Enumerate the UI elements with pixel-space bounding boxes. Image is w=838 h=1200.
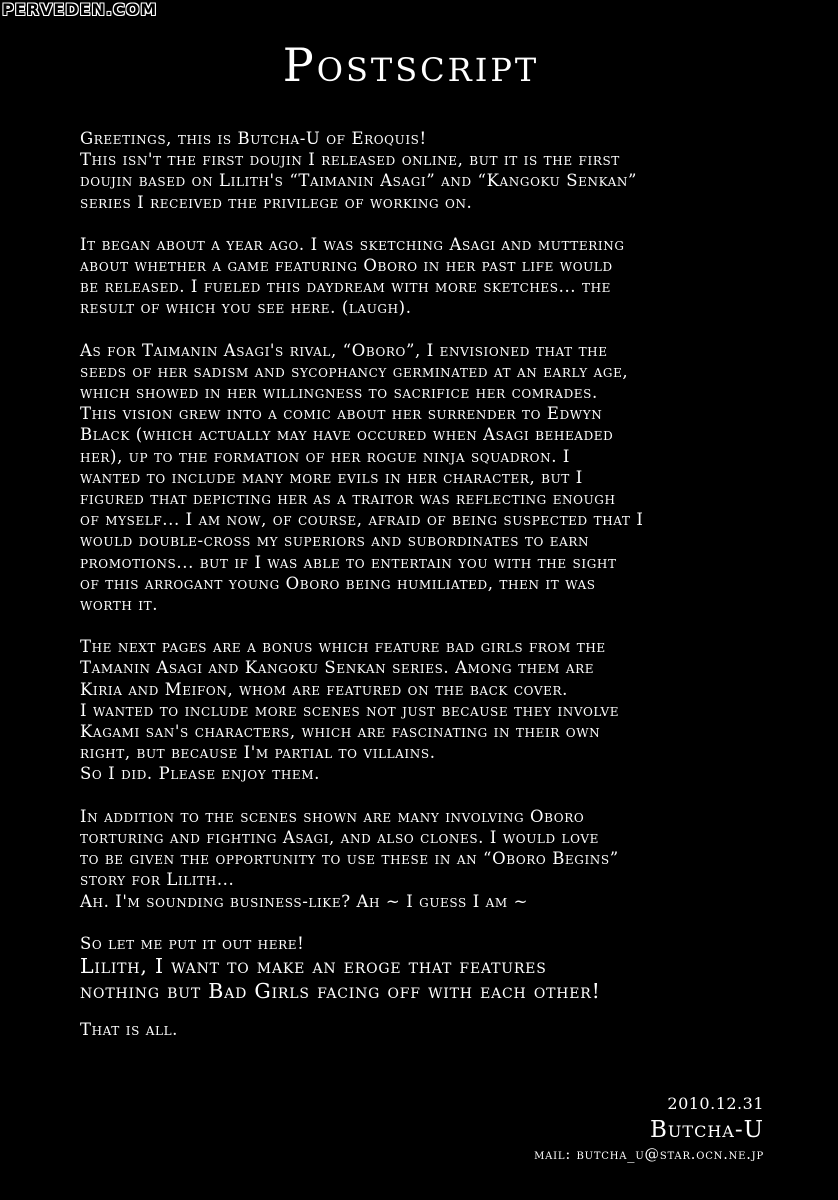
text-line: right, but because I'm partial to villains.	[80, 743, 436, 763]
text-line: I wanted to include more scenes not just because they involve	[80, 700, 620, 720]
paragraph-origin	[80, 234, 780, 319]
paragraph-end	[80, 1019, 780, 1040]
closing-shout-line: nothing but Bad Girls facing off with each other!	[80, 978, 601, 1003]
text-line: As for Taimanin Asagi's rival, “Oboro”, I envisioned that the	[80, 340, 608, 360]
text-line: Kagami san's characters, which are fascinating in their own	[80, 722, 601, 742]
text-line: would double-cross my superiors and subordinates to earn	[80, 531, 590, 551]
paragraph-bonus	[80, 636, 780, 784]
text-line: about whether a game featuring Oboro in her past life would	[80, 256, 613, 276]
paragraph-closing	[80, 933, 780, 1004]
text-line: In addition to the scenes shown are many involving Oboro	[80, 806, 585, 826]
paragraph-greeting	[80, 128, 780, 213]
signoff-mail: mail: butcha_u@star.ocn.ne.jp	[534, 1147, 764, 1163]
paragraph-additional	[80, 806, 780, 912]
text-line: promotions... but if I was able to entertain you with the sight	[80, 552, 617, 572]
text-line: Greetings, this is Butcha-U of Eroquis!	[80, 129, 427, 148]
text-line: torturing and fighting Asagi, and also clones. I would love	[80, 827, 599, 847]
text-line: of myself... I am now, of course, afraid of being suspected that I	[80, 510, 644, 530]
postscript-body	[80, 128, 780, 1061]
text-line: Tamanin Asagi and Kangoku Senkan series. Among them are	[80, 658, 595, 678]
text-line: Ah. I'm sounding business-like? Ah ~ I guess I am ~	[80, 891, 529, 911]
closing-end: That is all.	[80, 1019, 178, 1039]
text-line: figured that depicting her as a traitor was reflecting enough	[80, 489, 616, 509]
text-line: worth it.	[80, 595, 159, 615]
signoff-author: Butcha-U	[650, 1117, 764, 1143]
text-line: to be given the opportunity to use these in an “Oboro Begins”	[80, 849, 619, 869]
text-line: So I did. Please enjoy them.	[80, 764, 320, 784]
text-line: Black (which actually may have occured when Asagi beheaded	[80, 425, 614, 445]
text-line: This isn't the first doujin I released online, but it is the first	[80, 150, 620, 170]
text-line: It began about a year ago. I was sketching Asagi and muttering	[80, 234, 625, 254]
paragraph-oboro	[80, 340, 780, 616]
signoff	[534, 1092, 764, 1166]
closing-intro: So let me put it out here!	[80, 933, 305, 953]
page-title: Postscript	[282, 38, 540, 92]
text-line: which showed in her willingness to sacrifice her comrades.	[80, 383, 598, 403]
text-line: This vision grew into a comic about her surrender to Edwyn	[80, 404, 603, 424]
text-line: series I received the privilege of working on.	[80, 192, 473, 212]
text-line: Kiria and Meifon, whom are featured on the back cover.	[80, 679, 568, 699]
closing-shout-line: Lilith, I want to make an eroge that features	[80, 953, 547, 978]
text-line: result of which you see here. (laugh).	[80, 298, 412, 318]
signoff-date: 2010.12.31	[667, 1094, 764, 1113]
site-watermark: PERVEDEN.COM	[2, 0, 158, 19]
text-line: seeds of her sadism and sycophancy germinated at an early age,	[80, 361, 629, 381]
text-line: The next pages are a bonus which feature bad girls from the	[80, 637, 606, 657]
text-line: of this arrogant young Oboro being humiliated, then it was	[80, 573, 596, 593]
text-line: wanted to include many more evils in her character, but I	[80, 467, 583, 487]
text-line: story for Lilith...	[80, 870, 235, 890]
text-line: her), up to the formation of her rogue ninja squadron. I	[80, 446, 571, 466]
text-line: be released. I fueled this daydream with more sketches... the	[80, 277, 612, 297]
text-line: doujin based on Lilith's “Taimanin Asagi” and “Kangoku Senkan”	[80, 171, 638, 191]
